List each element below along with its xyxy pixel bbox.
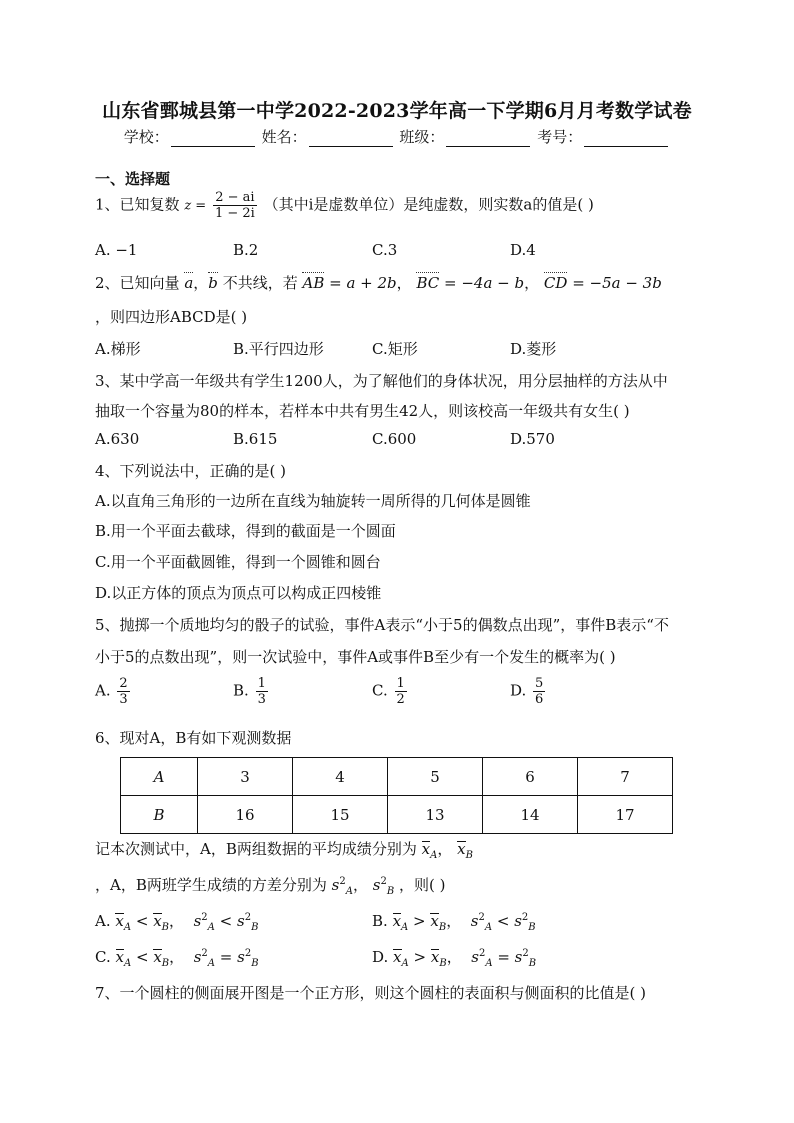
q6-comma2: ， bbox=[352, 876, 368, 894]
exam-no-blank[interactable] bbox=[584, 131, 668, 147]
q6-option-a[interactable]: A. $x_A < x_B$， $s^2_A < s^2_B$ bbox=[95, 912, 259, 933]
question-3-line2: 抽取一个容量为80的样本，若样本中共有男生42人，则该校高一年级共有女生( ) bbox=[95, 402, 630, 420]
q6-option-c-label: C. bbox=[95, 948, 111, 966]
vector-bc: BC bbox=[416, 274, 440, 292]
q5-option-c-label: C. bbox=[372, 681, 388, 700]
q5-c-num: 1 bbox=[396, 676, 405, 691]
variance-s-b: s bbox=[372, 876, 381, 894]
page-title: 山东省鄄城县第一中学2022-2023学年高一下学期6月月考数学试卷 bbox=[102, 100, 692, 122]
q6-line2-suffix: ，则( ) bbox=[398, 876, 446, 894]
q2-sep1: ， bbox=[396, 274, 412, 292]
vector-b: b bbox=[208, 274, 218, 292]
school-label: 学校： bbox=[123, 128, 169, 146]
table-cell: 6 bbox=[483, 758, 578, 796]
section-heading: 一、选择题 bbox=[95, 170, 171, 188]
question-1-stem bbox=[95, 190, 594, 221]
name-label: 姓名： bbox=[261, 128, 307, 146]
mean-x-a: x bbox=[421, 840, 431, 858]
q5-d-den: 6 bbox=[535, 692, 544, 707]
mean-x-b: x bbox=[457, 840, 466, 858]
question-3-line1: 3、某中学高一年级共有学生1200人，为了解他们的身体状况，用分层抽样的方法从中 bbox=[95, 372, 668, 390]
variance-s-a: s bbox=[331, 876, 340, 894]
q5-option-a[interactable] bbox=[95, 676, 132, 707]
variance-s-b-sub: B bbox=[386, 886, 395, 897]
table-cell: 14 bbox=[483, 796, 578, 834]
question-2-stem bbox=[95, 272, 662, 293]
q6-option-b-label: B. bbox=[372, 912, 388, 930]
school-blank[interactable] bbox=[171, 131, 255, 147]
q1-fraction-den: 1 − 2i bbox=[214, 206, 255, 221]
q6-option-c[interactable]: C. $x_A < x_B$， $s^2_A = s^2_B$ bbox=[95, 948, 259, 969]
class-blank[interactable] bbox=[446, 131, 530, 147]
q5-option-a-label: A. bbox=[95, 681, 111, 700]
q2-prefix: 2、已知向量 bbox=[95, 274, 180, 292]
q3-option-a[interactable]: A.630 bbox=[95, 430, 140, 448]
q6-option-a-label: A. bbox=[95, 912, 111, 930]
q6-option-d[interactable]: D. $x_A > x_B$， $s^2_A = s^2_B$ bbox=[372, 948, 537, 969]
q3-option-c[interactable]: C.600 bbox=[372, 430, 417, 448]
table-cell: 4 bbox=[293, 758, 388, 796]
question-5-line1: 5、抛掷一个质地均匀的骰子的试验，事件A表示“小于5的偶数点出现”，事件B表示“不 bbox=[95, 616, 669, 634]
q1-fraction-num: 2 − ai bbox=[213, 190, 257, 206]
vector-a: a bbox=[184, 274, 194, 292]
q1-option-a[interactable]: A. −1 bbox=[95, 241, 138, 259]
q2-option-d[interactable]: D.菱形 bbox=[510, 340, 557, 358]
table-row bbox=[121, 796, 673, 834]
q4-option-c[interactable]: C.用一个平面截圆锥，得到一个圆锥和圆台 bbox=[95, 553, 381, 571]
name-blank[interactable] bbox=[309, 131, 393, 147]
q1-suffix: （其中i是虚数单位）是纯虚数，则实数a的值是( ) bbox=[263, 195, 594, 214]
q5-a-num: 2 bbox=[119, 676, 128, 691]
q5-option-c[interactable] bbox=[372, 676, 409, 707]
q2-option-c[interactable]: C.矩形 bbox=[372, 340, 418, 358]
q5-b-den: 3 bbox=[257, 692, 266, 707]
q6-comma: ， bbox=[437, 840, 453, 858]
table-cell: 17 bbox=[578, 796, 673, 834]
table-cell: 3 bbox=[198, 758, 293, 796]
q1-z: z = bbox=[184, 198, 207, 214]
vector-cd: CD bbox=[543, 274, 568, 292]
q2-option-a[interactable]: A.梯形 bbox=[95, 340, 141, 358]
q5-option-a-fraction bbox=[117, 676, 129, 707]
q2-bc-expr: = −4a − b bbox=[439, 274, 525, 292]
variance-s-a-sub: A bbox=[345, 886, 353, 897]
q1-option-c[interactable]: C.3 bbox=[372, 241, 398, 259]
q5-option-b-label: B. bbox=[233, 681, 249, 700]
q5-option-d-label: D. bbox=[510, 681, 527, 700]
question-6-line1 bbox=[95, 838, 473, 861]
table-row bbox=[121, 758, 673, 796]
q1-option-d[interactable]: D.4 bbox=[510, 241, 536, 259]
q6-line2-prefix: ，A，B两班学生成绩的方差分别为 bbox=[95, 876, 327, 894]
table-cell: 5 bbox=[388, 758, 483, 796]
q3-option-b[interactable]: B.615 bbox=[233, 430, 278, 448]
mean-x-a-sub: A bbox=[430, 850, 438, 861]
question-7-stem: 7、一个圆柱的侧面展开图是一个正方形，则这个圆柱的表面积与侧面积的比值是( ) bbox=[95, 984, 647, 1002]
table-cell: 16 bbox=[198, 796, 293, 834]
q4-option-d[interactable]: D.以正方体的顶点为顶点可以构成正四棱锥 bbox=[95, 584, 382, 602]
student-info-line bbox=[0, 126, 794, 147]
table-cell: A bbox=[121, 758, 198, 796]
q2-option-b[interactable]: B.平行四边形 bbox=[233, 340, 324, 358]
question-4-stem: 4、下列说法中，正确的是( ) bbox=[95, 462, 287, 480]
vector-ab: AB bbox=[302, 274, 325, 292]
q2-ab-expr: = a + 2b bbox=[324, 274, 397, 292]
question-6-stem: 6、现对A，B有如下观测数据 bbox=[95, 729, 292, 747]
q5-b-num: 1 bbox=[257, 676, 266, 691]
question-6-line2: ，A，B两班学生成绩的方差分别为 $s^2_A$， $s^2_B$ ，则( ) bbox=[95, 876, 446, 897]
q5-option-d[interactable] bbox=[510, 676, 547, 707]
q5-a-den: 3 bbox=[119, 692, 128, 707]
class-label: 班级： bbox=[399, 128, 445, 146]
mean-x-b-sub: B bbox=[465, 850, 473, 861]
q1-option-b[interactable]: B.2 bbox=[233, 241, 259, 259]
q3-option-d[interactable]: D.570 bbox=[510, 430, 555, 448]
question-5-line2: 小于5的点数出现”，则一次试验中，事件A或事件B至少有一个发生的概率为( ) bbox=[95, 648, 616, 666]
question-2-line2: ，则四边形ABCD是( ) bbox=[95, 308, 248, 326]
table-cell: 13 bbox=[388, 796, 483, 834]
q5-d-num: 5 bbox=[535, 676, 544, 691]
q1-prefix: 1、已知复数 bbox=[95, 195, 180, 214]
q4-option-b[interactable]: B.用一个平面去截球，得到的截面是一个圆面 bbox=[95, 522, 396, 540]
exam-no-label: 考号： bbox=[537, 128, 583, 146]
observation-table bbox=[120, 757, 673, 834]
q1-fraction bbox=[213, 190, 257, 221]
q2-comma: ， bbox=[193, 274, 209, 292]
q4-option-a[interactable]: A.以直角三角形的一边所在直线为轴旋转一周所得的几何体是圆锥 bbox=[95, 492, 531, 510]
q2-mid: 不共线，若 bbox=[222, 274, 298, 292]
q5-option-b[interactable] bbox=[233, 676, 270, 707]
table-cell: B bbox=[121, 796, 198, 834]
q6-option-b[interactable]: B. $x_A > x_B$， $s^2_A < s^2_B$ bbox=[372, 912, 536, 933]
q6-option-d-label: D. bbox=[372, 948, 389, 966]
q2-sep2: ， bbox=[524, 274, 540, 292]
q2-cd-expr: = −5a − 3b bbox=[567, 274, 662, 292]
table-cell: 7 bbox=[578, 758, 673, 796]
table-cell: 15 bbox=[293, 796, 388, 834]
q5-c-den: 2 bbox=[396, 692, 405, 707]
q6-line1-text: 记本次测试中，A，B两组数据的平均成绩分别为 bbox=[95, 840, 417, 858]
q5-option-b-fraction bbox=[256, 676, 268, 707]
q5-option-c-fraction bbox=[395, 676, 407, 707]
q5-option-d-fraction bbox=[533, 676, 545, 707]
